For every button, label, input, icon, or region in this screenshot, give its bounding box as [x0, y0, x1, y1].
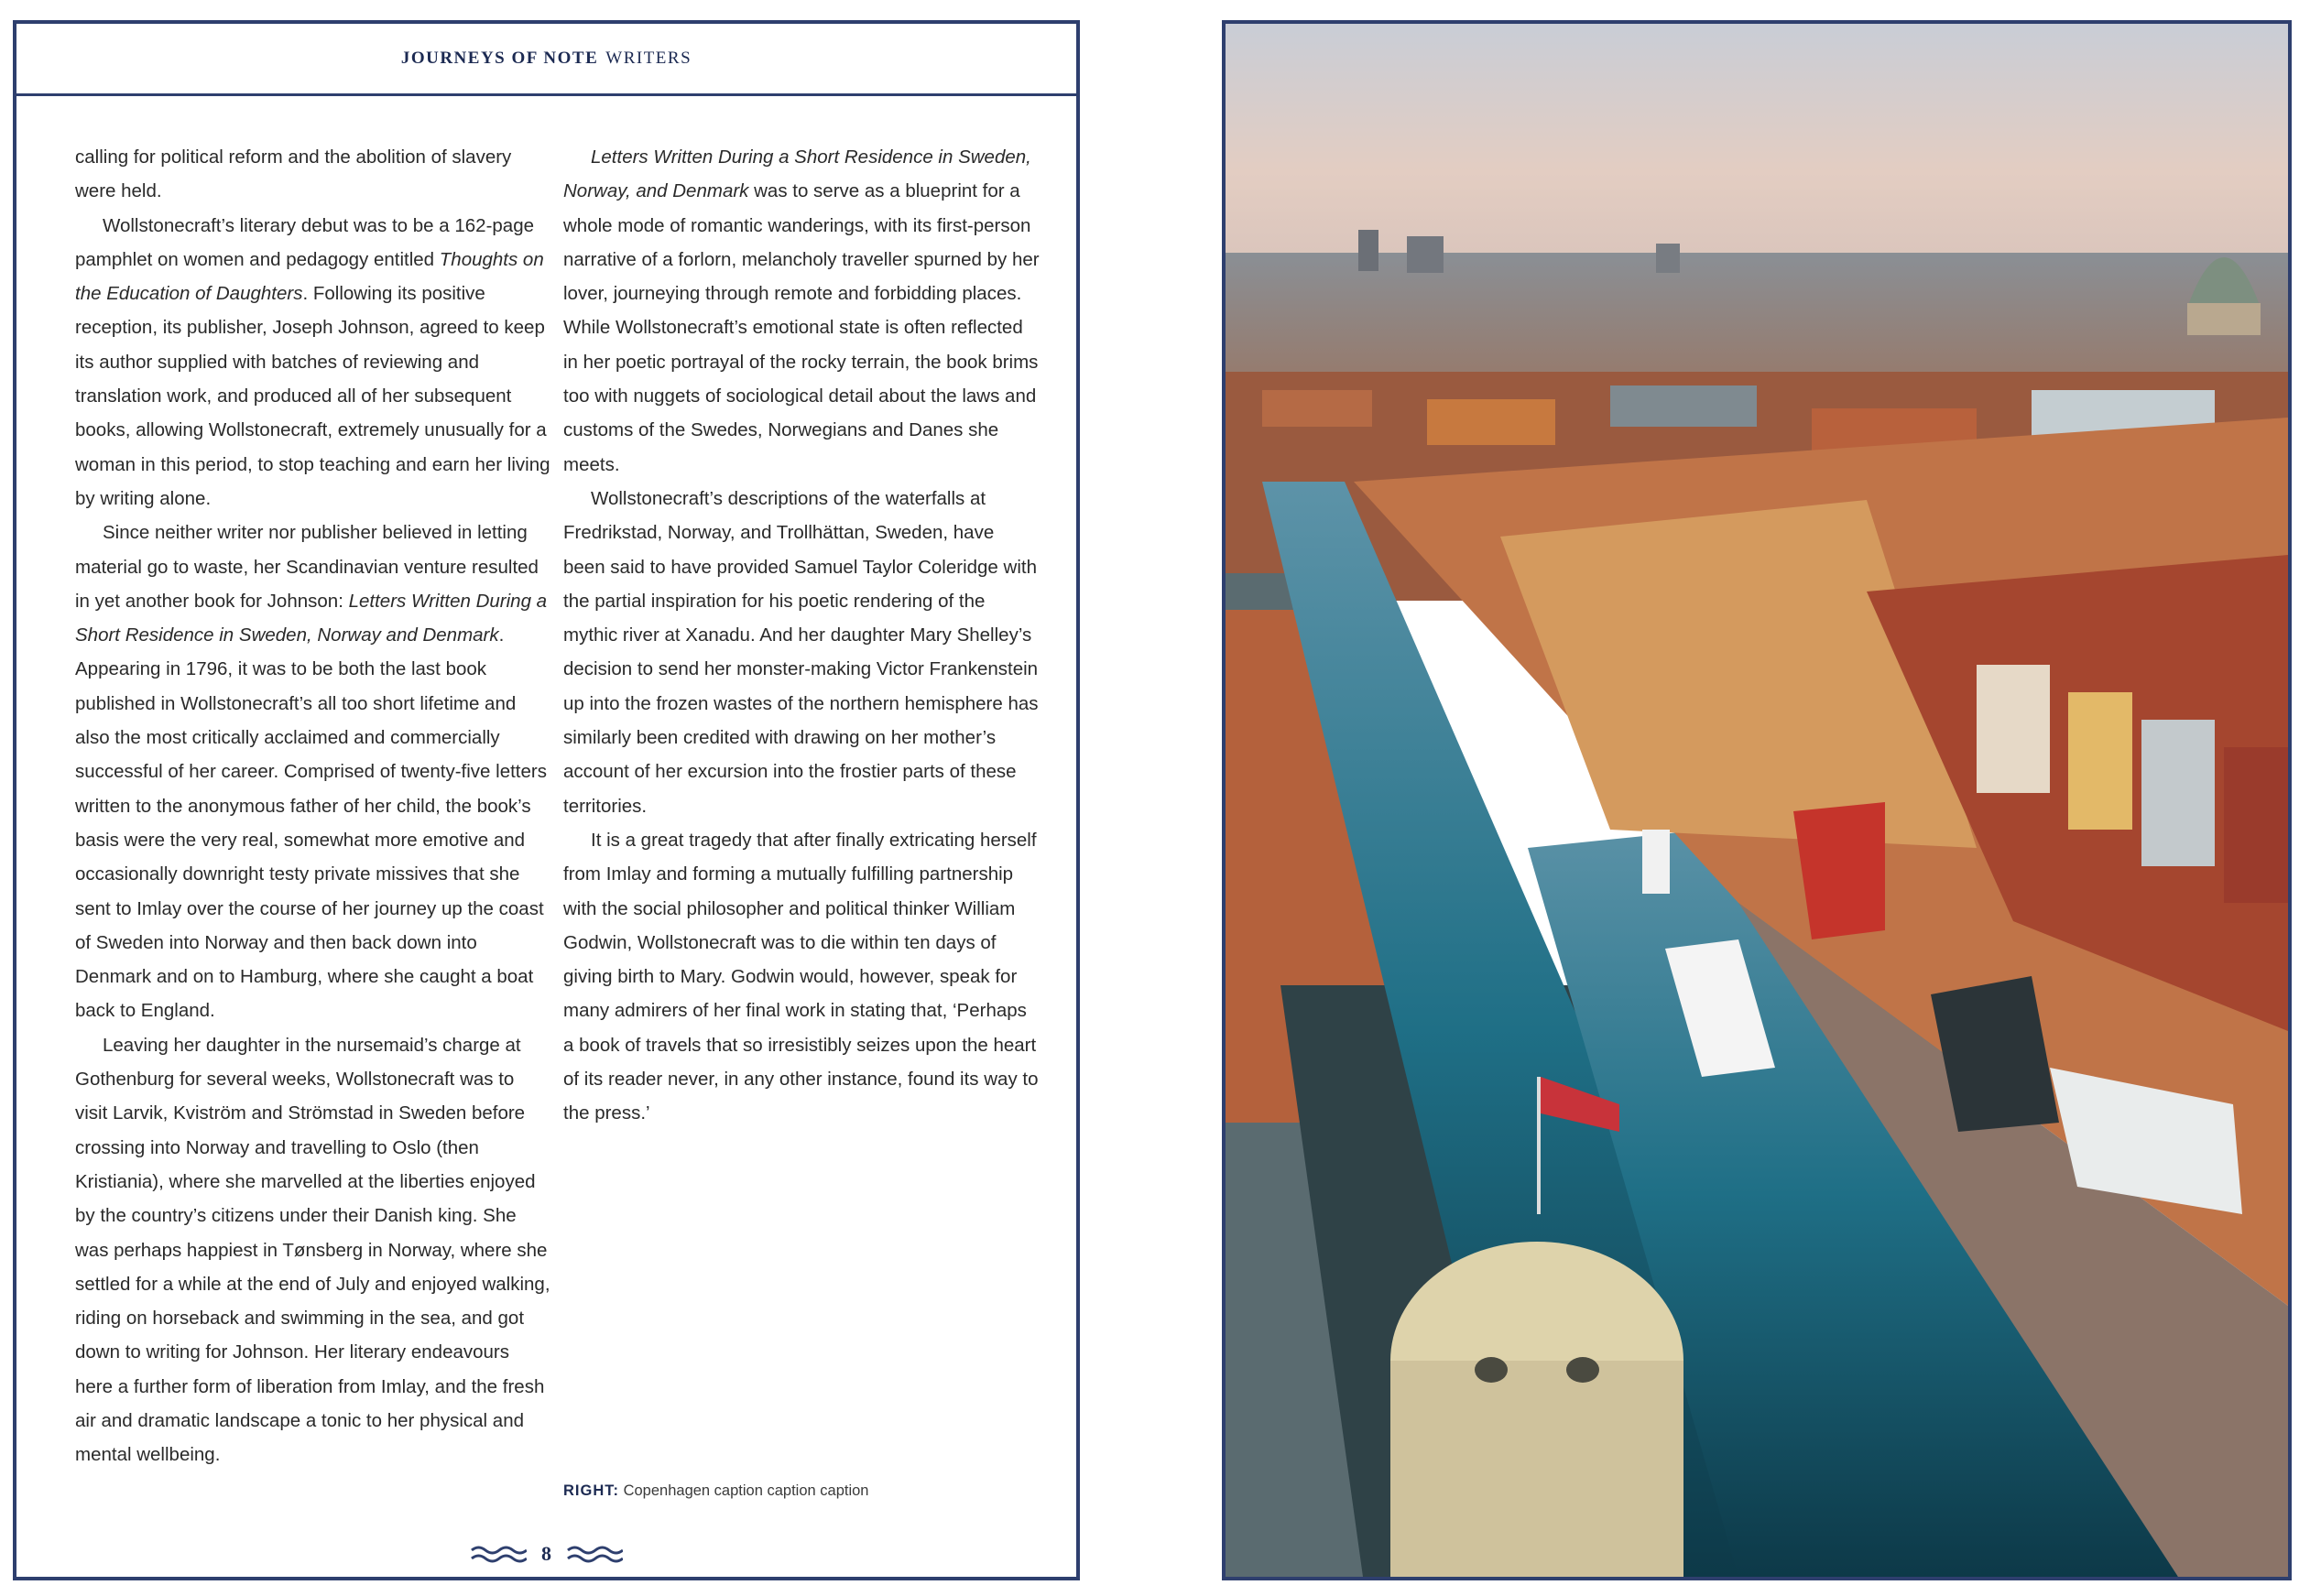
folio [16, 1537, 1076, 1570]
wave-ornament-icon [470, 1544, 527, 1564]
paragraph: calling for political reform and the abolition of slavery were held. [75, 147, 512, 202]
left-page [13, 20, 1080, 1580]
text-column-1 [75, 140, 551, 1472]
paragraph: It is a great tragedy that after finally extricating herself from Imlay and forming a mutually fulfilling partnership with the social philosopher and political thinker William Godwin, Wollstonecraft was to die within ten days of giving birth to Mary. Godwin would, however, speak for many admirers of her final work in stating that, ‘Perhaps a book of travels that so irresistibly seizes upon the heart of its reader never, in any other instance, found its way to the press.’ [563, 829, 1039, 1124]
paragraph: Wollstonecraft’s descriptions of the waterfalls at Fredrikstad, Norway, and Trollhättan, Sweden, have been said to have provided Samuel Taylor Coleridge with the partial inspiration for his poetic rendering of the mythic river at Xanadu. And her daughter Mary Shelley’s decision to send her monster-making Victor Frankenstein up into the frozen wastes of the northern hemisphere has similarly been credited with drawing on her mother’s account of her excursion into the frostier parts of these territories. [563, 487, 1039, 817]
photo-caption [563, 1482, 868, 1500]
paragraph: Wollstonecraft’s literary debut was to be a 162-page pamphlet on women and pedagogy entitled Thoughts on the Education of Daughters. Following its positive reception, its publisher, Joseph Johnson, agreed to keep its author supplied with batches of reviewing and translation work, and produced all of her subsequent books, allowing Wollstonecraft, extremely unusually for a woman in this period, to stop teaching and earn her living by writing alone. [75, 214, 550, 509]
running-head-title: JOURNEYS OF NOTE [400, 49, 599, 68]
running-head-section: WRITERS [605, 49, 692, 68]
text-column-2 [563, 140, 1040, 1131]
aerial-photo-copenhagen-icon [1226, 24, 2288, 1577]
right-page-photo [1222, 20, 2292, 1580]
caption-text: Copenhagen caption caption caption [623, 1482, 869, 1499]
wave-ornament-icon [566, 1544, 623, 1564]
paragraph: Since neither writer nor publisher believed in letting material go to waste, her Scandinavian venture resulted in yet another book for Johnson: Letters Written During a Short Residence in Sweden, Norway and Denmark. Appearing in 1796, it was to be both the last book published in Wollstonecraft’s all too short lifetime and also the most critically acclaimed and commercially successful of her career. Comprised of twenty-five letters written to the anonymous father of her child, the book’s basis were the very real, somewhat more emotive and occasionally downright testy private missives that she sent to Imlay over the course of her journey up the coast of Sweden into Norway and then back down into Denmark and on to Hamburg, where she caught a boat back to England. [75, 522, 548, 1022]
paragraph: Leaving her daughter in the nursemaid’s charge at Gothenburg for several weeks, Wollstonecraft was to visit Larvik, Kviström and Strömstad in Sweden before crossing into Norway and travelling to Oslo (then Kristiania), where she marvelled at the liberties enjoyed by the country’s citizens under their Danish king. She was perhaps happiest in Tønsberg in Norway, where she settled for a while at the end of July and enjoyed walking, riding on horseback and swimming in the sea, and got down to writing for Johnson. Her literary endeavours here a further form of liberation from Imlay, and the fresh air and dramatic landscape a tonic to her physical and mental wellbeing. [75, 1034, 550, 1466]
paragraph: Letters Written During a Short Residence in Sweden, Norway, and Denmark was to serve as a blueprint for a whole mode of romantic wanderings, with its first-person narrative of a forlorn, melancholy traveller spurned by her lover, journeying through remote and forbidding places. While Wollstonecraft’s emotional state is often reflected in her poetic portrayal of the rocky terrain, the book brims too with nuggets of sociological detail about the laws and customs of the Swedes, Norwegians and Danes she meets. [563, 147, 1040, 475]
running-head [16, 24, 1076, 96]
page-number: 8 [541, 1542, 551, 1565]
caption-label: RIGHT: [563, 1482, 619, 1499]
